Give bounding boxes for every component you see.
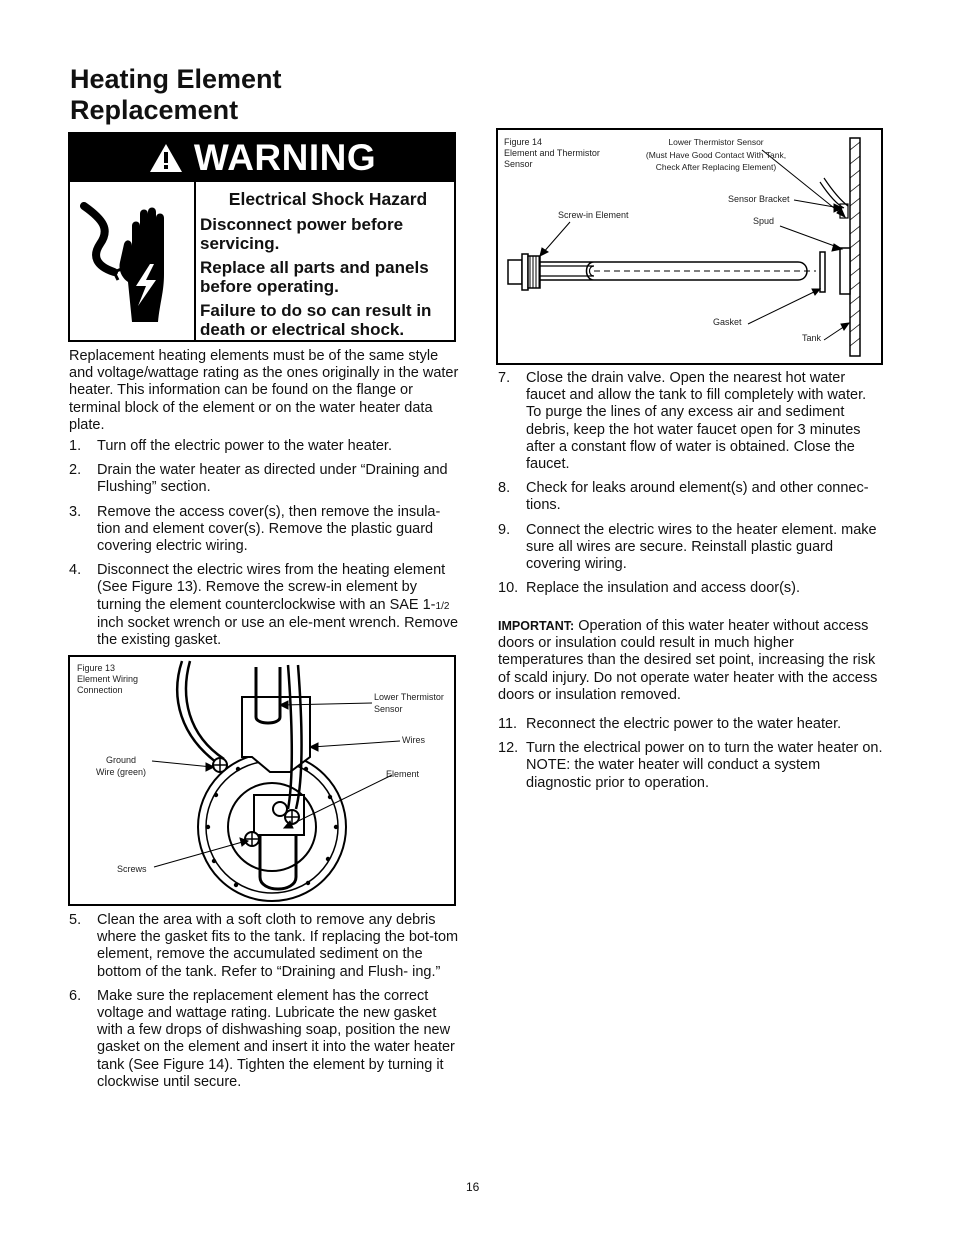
warning-line-1: Disconnect power before servicing.: [200, 215, 404, 253]
label-line: Check After Replacing Element): [655, 162, 777, 172]
warning-box: [68, 132, 456, 342]
caption-line: Figure 13: [77, 663, 116, 673]
fig14-label-sensor: [636, 136, 796, 174]
caption-line: Sensor: [504, 159, 533, 169]
step-number: 3.: [69, 503, 82, 520]
step-text: Drain the water heater as directed under “Draining and Flushing” section.: [97, 462, 448, 496]
electric-shock-hand-icon: [70, 182, 192, 336]
step-text: Remove the access cover(s), then remove the insula-tion and element cover(s). Remove the plastic guard covering electric wiring.: [97, 503, 441, 555]
step-number: 4.: [69, 562, 82, 579]
list-item: [498, 740, 884, 792]
fig14-label-gasket: Gasket: [713, 317, 742, 327]
step-text: Turn the electrical power on to turn the water heater on. NOTE: the water heater will conduct a system diagnostic prior to operation.: [526, 740, 883, 791]
fig13-label-ground: [96, 754, 146, 778]
list-item: [69, 912, 459, 981]
fig14-label-bracket: Sensor Bracket: [728, 194, 790, 204]
warning-header: [70, 134, 454, 182]
caption-line: Connection: [77, 685, 123, 695]
step-text: Clean the area with a soft cloth to remove any debris where the gasket fits to the tank. If replacing the bot-tom element, remove the accumulated sediment on the bottom of the tank. Refer to “Draining and Flush- ing.”: [97, 912, 459, 980]
list-item: [69, 504, 459, 556]
fig13-label-sensor: [374, 691, 444, 715]
important-lead: IMPORTANT:: [498, 619, 575, 633]
step-number: 7.: [498, 370, 511, 386]
step-number: 9.: [498, 521, 511, 538]
fraction: 1/2: [435, 600, 450, 612]
important-text: Operation of this water heater without access doors or insulation could result in much higher temperatures than the desired set point, increasing the risk of scald injury. Do not operate water heater with the access doors or insulation removed.: [498, 618, 878, 703]
steps-list-5-6: [69, 912, 459, 1091]
fig13-label-element: Element: [386, 769, 420, 779]
list-item: [498, 370, 884, 473]
figure-13: [68, 655, 456, 906]
warning-word: WARNING: [193, 137, 377, 178]
step-number: 11.: [498, 716, 518, 732]
step-text: Close the drain valve. Open the nearest hot water faucet and allow the tank to fill completely with water. To purge the lines of any excess air and sediment debris, keep the hot water faucet open for 3 minutes after a constant flow of water is obtained. Close the faucet.: [526, 370, 867, 473]
shock-hazard-icon-box: [70, 182, 196, 340]
list-item: [69, 562, 459, 649]
label-line: Lower Thermistor: [374, 692, 444, 702]
step-text: [97, 562, 458, 648]
label-line: Lower Thermistor Sensor: [668, 137, 764, 147]
label-line: Sensor: [374, 704, 403, 714]
warning-line-3: Failure to do so can result in death or electrical shock.: [200, 301, 432, 339]
step-text: Connect the electric wires to the heater element. make sure all wires are secure. Reinstall plastic guard covering wiring.: [526, 521, 877, 573]
label-line: Wire (green): [96, 767, 147, 777]
step-number: 6.: [69, 987, 82, 1004]
list-item: [69, 462, 459, 496]
list-item: [498, 580, 884, 597]
caption-line: Element Wiring: [77, 674, 139, 684]
list-item: [498, 716, 884, 733]
steps-list-1-4: [69, 438, 459, 649]
warning-triangle-icon: [148, 142, 184, 174]
step-number: 12.: [498, 740, 519, 757]
fig14-label-spud: Spud: [753, 216, 775, 226]
step-text-after: inch socket wrench or use an ele-ment wrench. Remove the existing gasket.: [97, 614, 459, 649]
list-item: [498, 480, 884, 514]
steps-list-7-10: [498, 370, 884, 597]
list-item: [69, 988, 459, 1091]
caption-line: Figure 14: [504, 137, 543, 147]
step-text: Replace the insulation and access door(s).: [526, 580, 801, 597]
list-item: [69, 438, 459, 455]
page-number: 16: [466, 1180, 480, 1194]
step-text: Make sure the replacement element has the correct voltage and wattage rating. Lubricate the new gasket with a few drops of dishwashing soap, position the new gasket on the element and insert it into the water heater tank (See Figure 14). Tighten the element by turning it clockwise until secure.: [97, 987, 455, 1090]
page-title: Heating Element Replacement: [70, 64, 282, 125]
list-item: [498, 522, 884, 574]
fig13-label-wires: Wires: [402, 735, 425, 745]
step-number: 2.: [69, 462, 82, 479]
label-line: (Must Have Good Contact With Tank,: [645, 149, 787, 160]
label-line: Ground: [105, 755, 137, 765]
figure-14: [496, 128, 883, 365]
intro-paragraph: Replacement heating elements must be of the same style and voltage/wattage rating as the ones originally in the water heater. This information can be found on the flange or terminal block of the element or on the water heater data plate.: [69, 348, 459, 433]
caption-line: Element and Thermistor: [504, 148, 600, 158]
step-number: 1.: [69, 438, 82, 454]
step-text: Check for leaks around element(s) and other connec-tions.: [526, 480, 869, 514]
steps-list-11-12: [498, 716, 884, 792]
warning-line-2: Replace all parts and panels before operating.: [200, 258, 429, 296]
step-text: Turn off the electric power to the water heater.: [97, 438, 392, 454]
fig14-label-tank: Tank: [802, 333, 822, 343]
step-number: 8.: [498, 480, 511, 497]
step-number: 10.: [498, 580, 519, 597]
fig13-label-screws: Screws: [117, 864, 147, 874]
hazard-title: Electrical Shock Hazard: [228, 189, 428, 209]
warning-text: [200, 186, 456, 344]
step-number: 5.: [69, 912, 82, 928]
important-note: [498, 618, 878, 704]
step-text-before: Disconnect the electric wires from the heating element (See Figure 13). Remove the screw-in element by turning the element counterclockwise with an SAE 1-: [97, 562, 446, 613]
fig14-label-screwin: Screw-in Element: [558, 210, 629, 220]
step-text: Reconnect the electric power to the water heater.: [526, 716, 842, 732]
